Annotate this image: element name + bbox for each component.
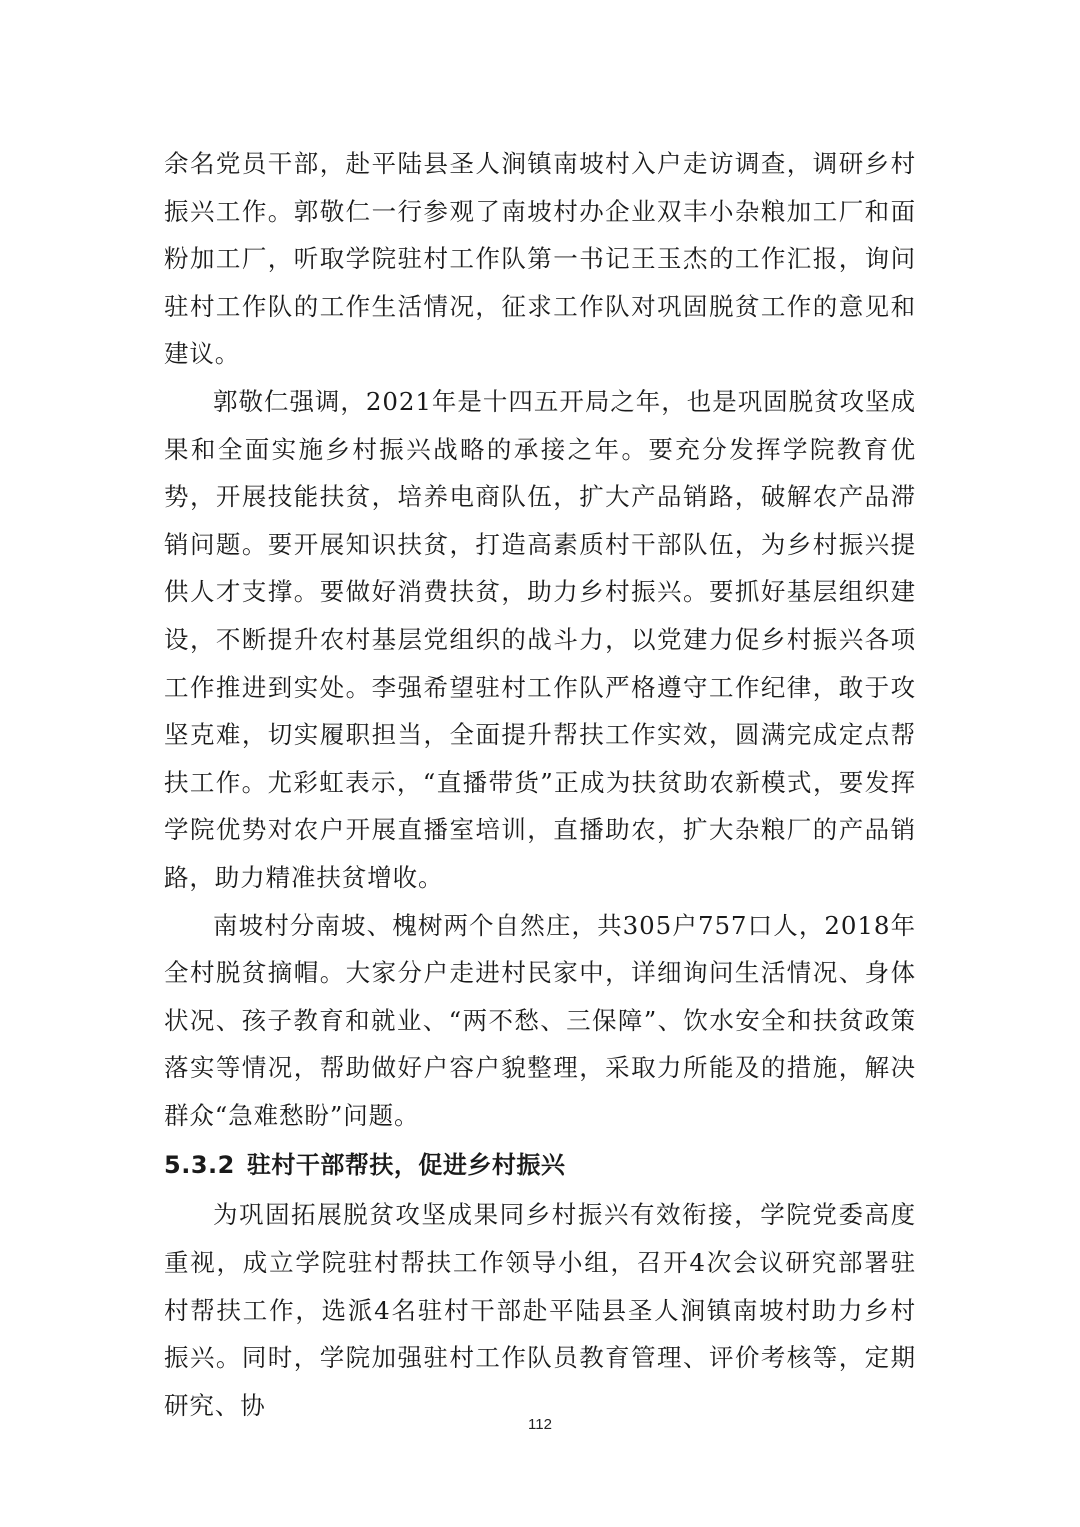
document-body (164, 140, 916, 1429)
paragraph-continuation: 余名党员干部，赴平陆县圣人涧镇南坡村入户走访调查，调研乡村振兴工作。郭敬仁一行参观了南坡村办企业双丰小杂粮加工厂和面粉加工厂，听取学院驻村工作队第一书记王玉杰的工作汇报，询问驻村工作队的工作生活情况，征求工作队对巩固脱贫工作的意见和建议。 (164, 149, 916, 369)
section-number: 5.3.2 (164, 1151, 235, 1180)
section-title: 驻村干部帮扶，促进乡村振兴 (246, 1151, 566, 1180)
paragraph-remarks: 郭敬仁强调，2021年是十四五开局之年，也是巩固脱贫攻坚成果和全面实施乡村振兴战略的承接之年。要充分发挥学院教育优势，开展技能扶贫，培养电商队伍，扩大产品销路，破解农产品滞销问题。要开展知识扶贫，打造高素质村干部队伍，为乡村振兴提供人才支撑。要做好消费扶贫，助力乡村振兴。要抓好基层组织建设，不断提升农村基层党组织的战斗力，以党建力促乡村振兴各项工作推进到实处。李强希望驻村工作队严格遵守工作纪律，敢于攻坚克难，切实履职担当，全面提升帮扶工作实效，圆满完成定点帮扶工作。尤彩虹表示，“直播带货”正成为扶贫助农新模式，要发挥学院优势对农户开展直播室培训，直播助农，扩大杂粮厂的产品销路，助力精准扶贫增收。 (164, 386, 916, 892)
section-heading (164, 1139, 916, 1191)
paragraph-section-intro: 为巩固拓展脱贫攻坚成果同乡村振兴有效衔接，学院党委高度重视，成立学院驻村帮扶工作领导小组，召开4次会议研究部署驻村帮扶工作，选派4名驻村干部赴平陆县圣人涧镇南坡村助力乡村振兴。同时，学院加强驻村工作队员教育管理、评价考核等，定期研究、协 (164, 1200, 916, 1420)
page-number: 112 (528, 1416, 552, 1433)
paragraph-village-overview: 南坡村分南坡、槐树两个自然庄，共305户757口人，2018年全村脱贫摘帽。大家分户走进村民家中，详细询问生活情况、身体状况、孩子教育和就业、“两不愁、三保障”、饮水安全和扶贫政策落实等情况，帮助做好户容户貌整理，采取力所能及的措施，解决群众“急难愁盼”问题。 (164, 910, 916, 1130)
